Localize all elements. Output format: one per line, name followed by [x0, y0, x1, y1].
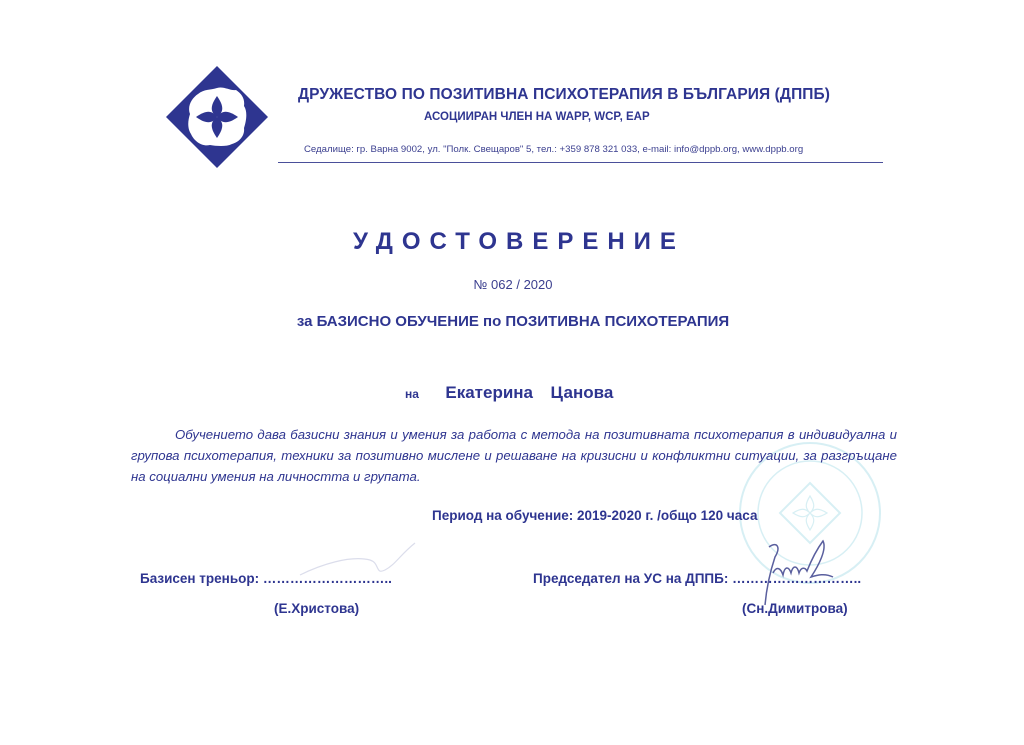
certificate-title: УДОСТОВЕРЕНИЕ [353, 228, 685, 255]
certificate-description: Обучението дава базисни знания и умения за работа с метода на позитивната психотерапия в индивидуална и групова психотерапия, техники за позитивно мислене и решаване на кризисни и конфликтни ситуации, за разгръщане на социални умения на личността и групата. [131, 427, 897, 484]
trainer-label: Базисен треньор: ……………………….. [140, 571, 392, 586]
chair-name: (Сн.Димитрова) [742, 601, 848, 616]
organization-address: Седалище: гр. Варна 9002, ул. "Полк. Свещаров" 5, тел.: +359 878 321 033, e-mail: info@dppb.org, www.dppb.org [304, 144, 804, 155]
trainer-name: (Е.Христова) [274, 601, 360, 616]
recipient-name: Екатерина Цанова [445, 383, 614, 402]
chair-label: Председател на УС на ДППБ: ……………………….. [533, 571, 862, 586]
header-divider [278, 162, 883, 163]
certificate-subject: за БАЗИСНО ОБУЧЕНИЕ по ПОЗИТИВНА ПСИХОТЕРАПИЯ [296, 313, 730, 330]
organization-name: ДРУЖЕСТВО ПО ПОЗИТИВНА ПСИХОТЕРАПИЯ В БЪЛГАРИЯ (ДППБ) [298, 86, 831, 103]
recipient-prefix: на [405, 387, 419, 401]
diamond-quatrefoil-logo-icon [166, 66, 268, 168]
certificate-number: № 062 / 2020 [473, 277, 553, 292]
recipient [405, 383, 613, 403]
organization-logo [166, 66, 268, 168]
organization-subtitle-text: АСОЦИИРАН ЧЛЕН НА WAPP, WCP, EAP [424, 111, 650, 123]
training-period: Период на обучение: 2019-2020 г. /общо 120 часа [432, 508, 758, 523]
